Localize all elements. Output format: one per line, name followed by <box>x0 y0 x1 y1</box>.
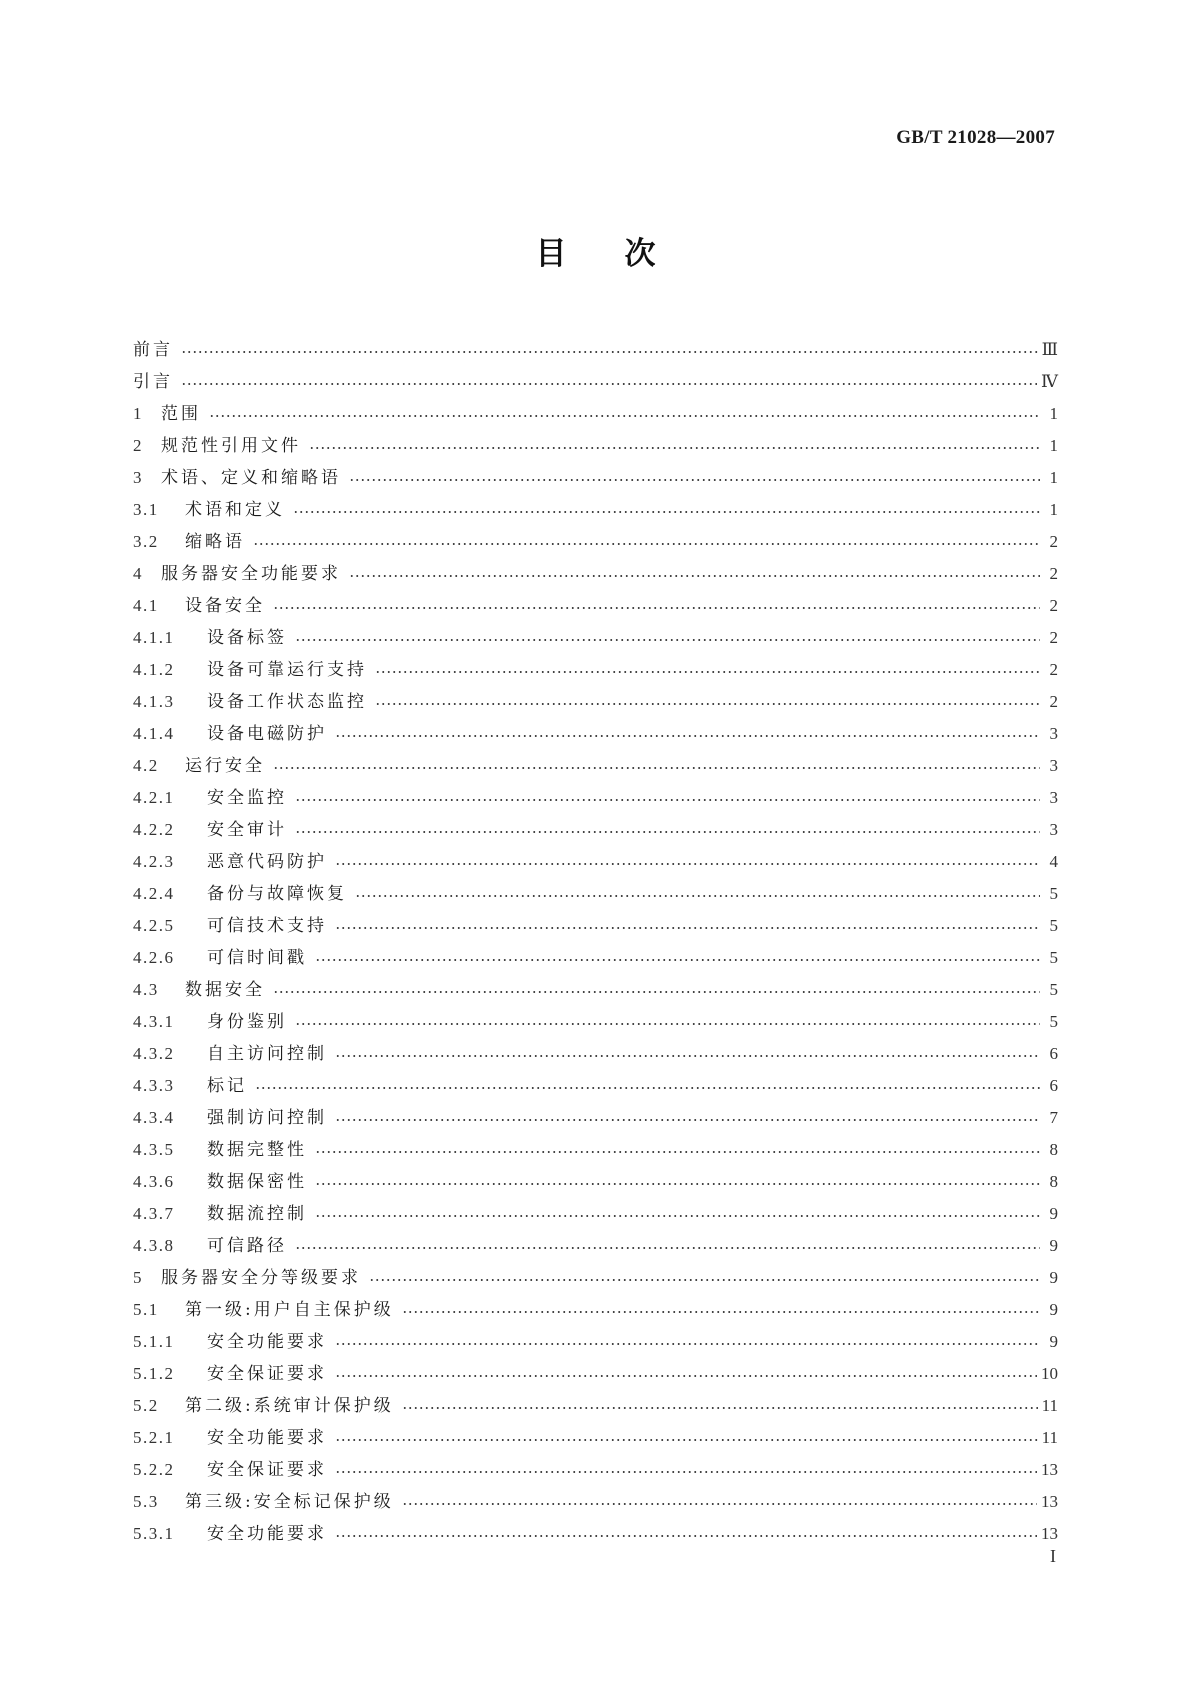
dot-leader <box>181 351 1038 353</box>
toc-entry[interactable] <box>133 1486 1058 1518</box>
dot-leader <box>335 1471 1037 1473</box>
toc-entry-number: 4.1.4 <box>133 724 175 743</box>
toc-entry-page: 6 <box>1049 1044 1058 1063</box>
toc-entry-title: 范围 <box>161 404 201 424</box>
toc-entry[interactable] <box>133 430 1058 462</box>
toc-entry-number: 4.2.1 <box>133 788 175 807</box>
toc-entry[interactable] <box>133 526 1058 558</box>
toc-entry-page: 1 <box>1049 468 1058 487</box>
toc-entry-number: 4.1.2 <box>133 660 175 679</box>
dot-leader <box>349 575 1040 577</box>
toc-entry-number: 4.2.2 <box>133 820 175 839</box>
toc-entry-title: 术语、定义和缩略语 <box>161 468 341 488</box>
toc-entry-title: 强制访问控制 <box>207 1108 327 1128</box>
toc-entry-number: 4.3.4 <box>133 1108 175 1127</box>
dot-leader <box>295 799 1040 801</box>
toc-entry-title: 安全功能要求 <box>207 1428 327 1448</box>
toc-entry-number: 5.1.1 <box>133 1332 175 1351</box>
toc-entry-number: 5.2 <box>133 1396 159 1415</box>
toc-entry-number: 5 <box>133 1268 143 1287</box>
toc-entry-title: 引言 <box>133 372 173 392</box>
toc-entry[interactable] <box>133 750 1058 782</box>
dot-leader <box>335 1119 1040 1121</box>
toc-entry[interactable] <box>133 1070 1058 1102</box>
toc-entry-title: 标记 <box>207 1076 247 1096</box>
dot-leader <box>181 383 1037 385</box>
toc-entry-page: 2 <box>1049 660 1058 679</box>
toc-entry-number: 4.2 <box>133 756 159 775</box>
toc-entry-page: 5 <box>1049 948 1058 967</box>
toc-entry-page: 3 <box>1049 724 1058 743</box>
toc-entry[interactable] <box>133 1038 1058 1070</box>
toc-entry-title: 第一级:用户自主保护级 <box>185 1300 394 1320</box>
dot-leader <box>293 511 1040 513</box>
toc-entry-number: 5.3 <box>133 1492 159 1511</box>
toc-entry-page: 13 <box>1041 1524 1058 1543</box>
toc-entry[interactable] <box>133 782 1058 814</box>
toc-entry-number: 4 <box>133 564 143 583</box>
dot-leader <box>273 767 1040 769</box>
toc-entry-title: 安全审计 <box>207 820 287 840</box>
toc-entry[interactable] <box>133 1102 1058 1134</box>
dot-leader <box>295 1247 1040 1249</box>
toc-entry[interactable] <box>133 1326 1058 1358</box>
toc-entry-title: 缩略语 <box>185 532 245 552</box>
page-number: I <box>1050 1546 1056 1566</box>
toc-entry[interactable] <box>133 718 1058 750</box>
toc-entry-page: 2 <box>1049 532 1058 551</box>
toc-entry-number: 5.1.2 <box>133 1364 175 1383</box>
toc-entry[interactable] <box>133 1390 1058 1422</box>
toc-entry[interactable] <box>133 1422 1058 1454</box>
toc-entry-title: 安全功能要求 <box>207 1332 327 1352</box>
toc-entry-page: 9 <box>1049 1236 1058 1255</box>
toc-entry[interactable] <box>133 590 1058 622</box>
toc-entry[interactable] <box>133 910 1058 942</box>
toc-entry-page: 1 <box>1049 404 1058 423</box>
toc-entry-page: 2 <box>1049 564 1058 583</box>
toc-entry-number: 4.3.7 <box>133 1204 175 1223</box>
toc-entry[interactable] <box>133 1518 1058 1550</box>
toc-entry-page: 5 <box>1049 1012 1058 1031</box>
toc-entry[interactable] <box>133 878 1058 910</box>
toc-entry-page: 4 <box>1049 852 1058 871</box>
toc-entry-title: 运行安全 <box>185 756 265 776</box>
toc-entry-number: 4.3.8 <box>133 1236 175 1255</box>
toc-entry[interactable] <box>133 1454 1058 1486</box>
toc-entry-title: 数据完整性 <box>207 1140 307 1160</box>
toc-entry-page: 6 <box>1049 1076 1058 1095</box>
toc-entry-number: 3.2 <box>133 532 159 551</box>
dot-leader <box>315 1183 1040 1185</box>
toc-entry[interactable] <box>133 622 1058 654</box>
toc-entry-title: 设备工作状态监控 <box>207 692 367 712</box>
toc-entry[interactable] <box>133 942 1058 974</box>
dot-leader <box>273 991 1040 993</box>
toc-entry[interactable] <box>133 814 1058 846</box>
dot-leader <box>295 1023 1040 1025</box>
toc-entry-title: 数据安全 <box>185 980 265 1000</box>
toc-entry[interactable] <box>133 494 1058 526</box>
toc-entry-title: 设备电磁防护 <box>207 724 327 744</box>
toc-entry[interactable] <box>133 1198 1058 1230</box>
toc-entry-number: 5.1 <box>133 1300 159 1319</box>
toc-entry-title: 术语和定义 <box>185 500 285 520</box>
toc-entry[interactable] <box>133 1230 1058 1262</box>
dot-leader <box>402 1407 1038 1409</box>
toc-entry-page: 2 <box>1049 596 1058 615</box>
dot-leader <box>315 1215 1040 1217</box>
toc-entry-page: 9 <box>1049 1204 1058 1223</box>
toc-entry[interactable] <box>133 686 1058 718</box>
dot-leader <box>335 927 1040 929</box>
toc-entry[interactable] <box>133 654 1058 686</box>
toc-entry-number: 4.1 <box>133 596 159 615</box>
toc-entry-number: 5.2.2 <box>133 1460 175 1479</box>
toc-entry-title: 设备安全 <box>185 596 265 616</box>
toc-entry[interactable] <box>133 1166 1058 1198</box>
toc-entry[interactable] <box>133 558 1058 590</box>
dot-leader <box>355 895 1040 897</box>
toc-entry[interactable] <box>133 1006 1058 1038</box>
dot-leader <box>315 1151 1040 1153</box>
toc-entry-page: 5 <box>1049 980 1058 999</box>
toc-entry-number: 4.2.5 <box>133 916 175 935</box>
toc-entry-title: 备份与故障恢复 <box>207 884 347 904</box>
dot-leader <box>273 607 1040 609</box>
toc-entry-page: Ⅳ <box>1041 372 1058 391</box>
page-title: 目次 <box>535 236 714 272</box>
toc-entry-page: 13 <box>1041 1460 1058 1479</box>
toc-entry-page: 1 <box>1049 500 1058 519</box>
toc-entry-page: 8 <box>1049 1172 1058 1191</box>
toc-entry-page: Ⅲ <box>1041 340 1058 359</box>
toc-entry-page: 9 <box>1049 1332 1058 1351</box>
toc-entry-title: 数据保密性 <box>207 1172 307 1192</box>
toc-entry-number: 4.1.3 <box>133 692 175 711</box>
toc-entry-page: 8 <box>1049 1140 1058 1159</box>
toc-entry-page: 5 <box>1049 916 1058 935</box>
toc-entry-title: 前言 <box>133 340 173 360</box>
dot-leader <box>295 639 1040 641</box>
toc-entry-title: 设备标签 <box>207 628 287 648</box>
toc-entry[interactable] <box>133 334 1058 366</box>
dot-leader <box>335 1375 1037 1377</box>
dot-leader <box>375 703 1040 705</box>
toc-entry-page: 2 <box>1049 692 1058 711</box>
toc-entry-title: 恶意代码防护 <box>207 852 327 872</box>
toc-entry[interactable] <box>133 398 1058 430</box>
toc-entry-title: 可信时间戳 <box>207 948 307 968</box>
dot-leader <box>402 1311 1040 1313</box>
toc-entry-number: 4.2.6 <box>133 948 175 967</box>
dot-leader <box>335 1535 1037 1537</box>
dot-leader <box>209 415 1040 417</box>
toc-entry-number: 4.2.4 <box>133 884 175 903</box>
dot-leader <box>369 1279 1040 1281</box>
dot-leader <box>375 671 1040 673</box>
toc-entry-page: 11 <box>1041 1396 1058 1415</box>
toc-entry-title: 安全监控 <box>207 788 287 808</box>
dot-leader <box>335 863 1040 865</box>
toc-entry-page: 7 <box>1049 1108 1058 1127</box>
standard-code: GB/T 21028—2007 <box>896 127 1055 148</box>
dot-leader <box>255 1087 1040 1089</box>
toc-entry-number: 3.1 <box>133 500 159 519</box>
toc-entry-number: 5.3.1 <box>133 1524 175 1543</box>
toc-entry-page: 9 <box>1049 1268 1058 1287</box>
toc-entry-page: 11 <box>1041 1428 1058 1447</box>
toc-entry[interactable] <box>133 1358 1058 1390</box>
toc-entry[interactable] <box>133 1262 1058 1294</box>
table-of-contents <box>133 334 1058 1550</box>
toc-entry-page: 5 <box>1049 884 1058 903</box>
dot-leader <box>315 959 1040 961</box>
toc-entry-number: 4.3.2 <box>133 1044 175 1063</box>
toc-entry[interactable] <box>133 974 1058 1006</box>
toc-entry-page: 10 <box>1041 1364 1058 1383</box>
toc-entry-title: 安全保证要求 <box>207 1460 327 1480</box>
toc-entry-title: 安全保证要求 <box>207 1364 327 1384</box>
toc-entry-number: 2 <box>133 436 143 455</box>
dot-leader <box>335 1439 1038 1441</box>
dot-leader <box>295 831 1040 833</box>
dot-leader <box>349 479 1040 481</box>
toc-entry-title: 第三级:安全标记保护级 <box>185 1492 394 1512</box>
dot-leader <box>335 735 1040 737</box>
toc-entry-number: 4.3.5 <box>133 1140 175 1159</box>
toc-entry-page: 1 <box>1049 436 1058 455</box>
toc-entry-title: 数据流控制 <box>207 1204 307 1224</box>
toc-entry[interactable] <box>133 846 1058 878</box>
toc-entry-page: 3 <box>1049 756 1058 775</box>
dot-leader <box>253 543 1040 545</box>
toc-entry-title: 服务器安全功能要求 <box>161 564 341 584</box>
toc-entry-page: 3 <box>1049 820 1058 839</box>
toc-entry-title: 可信路径 <box>207 1236 287 1256</box>
toc-entry-page: 9 <box>1049 1300 1058 1319</box>
toc-entry-number: 4.3.6 <box>133 1172 175 1191</box>
toc-entry-page: 13 <box>1041 1492 1058 1511</box>
toc-entry-number: 4.1.1 <box>133 628 175 647</box>
toc-entry[interactable] <box>133 462 1058 494</box>
dot-leader <box>309 447 1040 449</box>
dot-leader <box>402 1503 1037 1505</box>
toc-entry-page: 2 <box>1049 628 1058 647</box>
toc-entry-number: 5.2.1 <box>133 1428 175 1447</box>
toc-entry-title: 自主访问控制 <box>207 1044 327 1064</box>
toc-entry[interactable] <box>133 1294 1058 1326</box>
toc-entry-title: 安全功能要求 <box>207 1524 327 1544</box>
dot-leader <box>335 1055 1040 1057</box>
toc-entry-number: 1 <box>133 404 143 423</box>
toc-entry-number: 4.3 <box>133 980 159 999</box>
toc-entry[interactable] <box>133 1134 1058 1166</box>
dot-leader <box>335 1343 1040 1345</box>
toc-entry-title: 服务器安全分等级要求 <box>161 1268 361 1288</box>
toc-entry-number: 4.3.1 <box>133 1012 175 1031</box>
toc-entry-title: 规范性引用文件 <box>161 436 301 456</box>
toc-entry-number: 3 <box>133 468 143 487</box>
toc-entry-number: 4.3.3 <box>133 1076 175 1095</box>
toc-entry-title: 可信技术支持 <box>207 916 327 936</box>
toc-entry-page: 3 <box>1049 788 1058 807</box>
toc-entry-number: 4.2.3 <box>133 852 175 871</box>
toc-entry-title: 身份鉴别 <box>207 1012 287 1032</box>
toc-entry[interactable] <box>133 366 1058 398</box>
toc-entry-title: 设备可靠运行支持 <box>207 660 367 680</box>
toc-entry-title: 第二级:系统审计保护级 <box>185 1396 394 1416</box>
